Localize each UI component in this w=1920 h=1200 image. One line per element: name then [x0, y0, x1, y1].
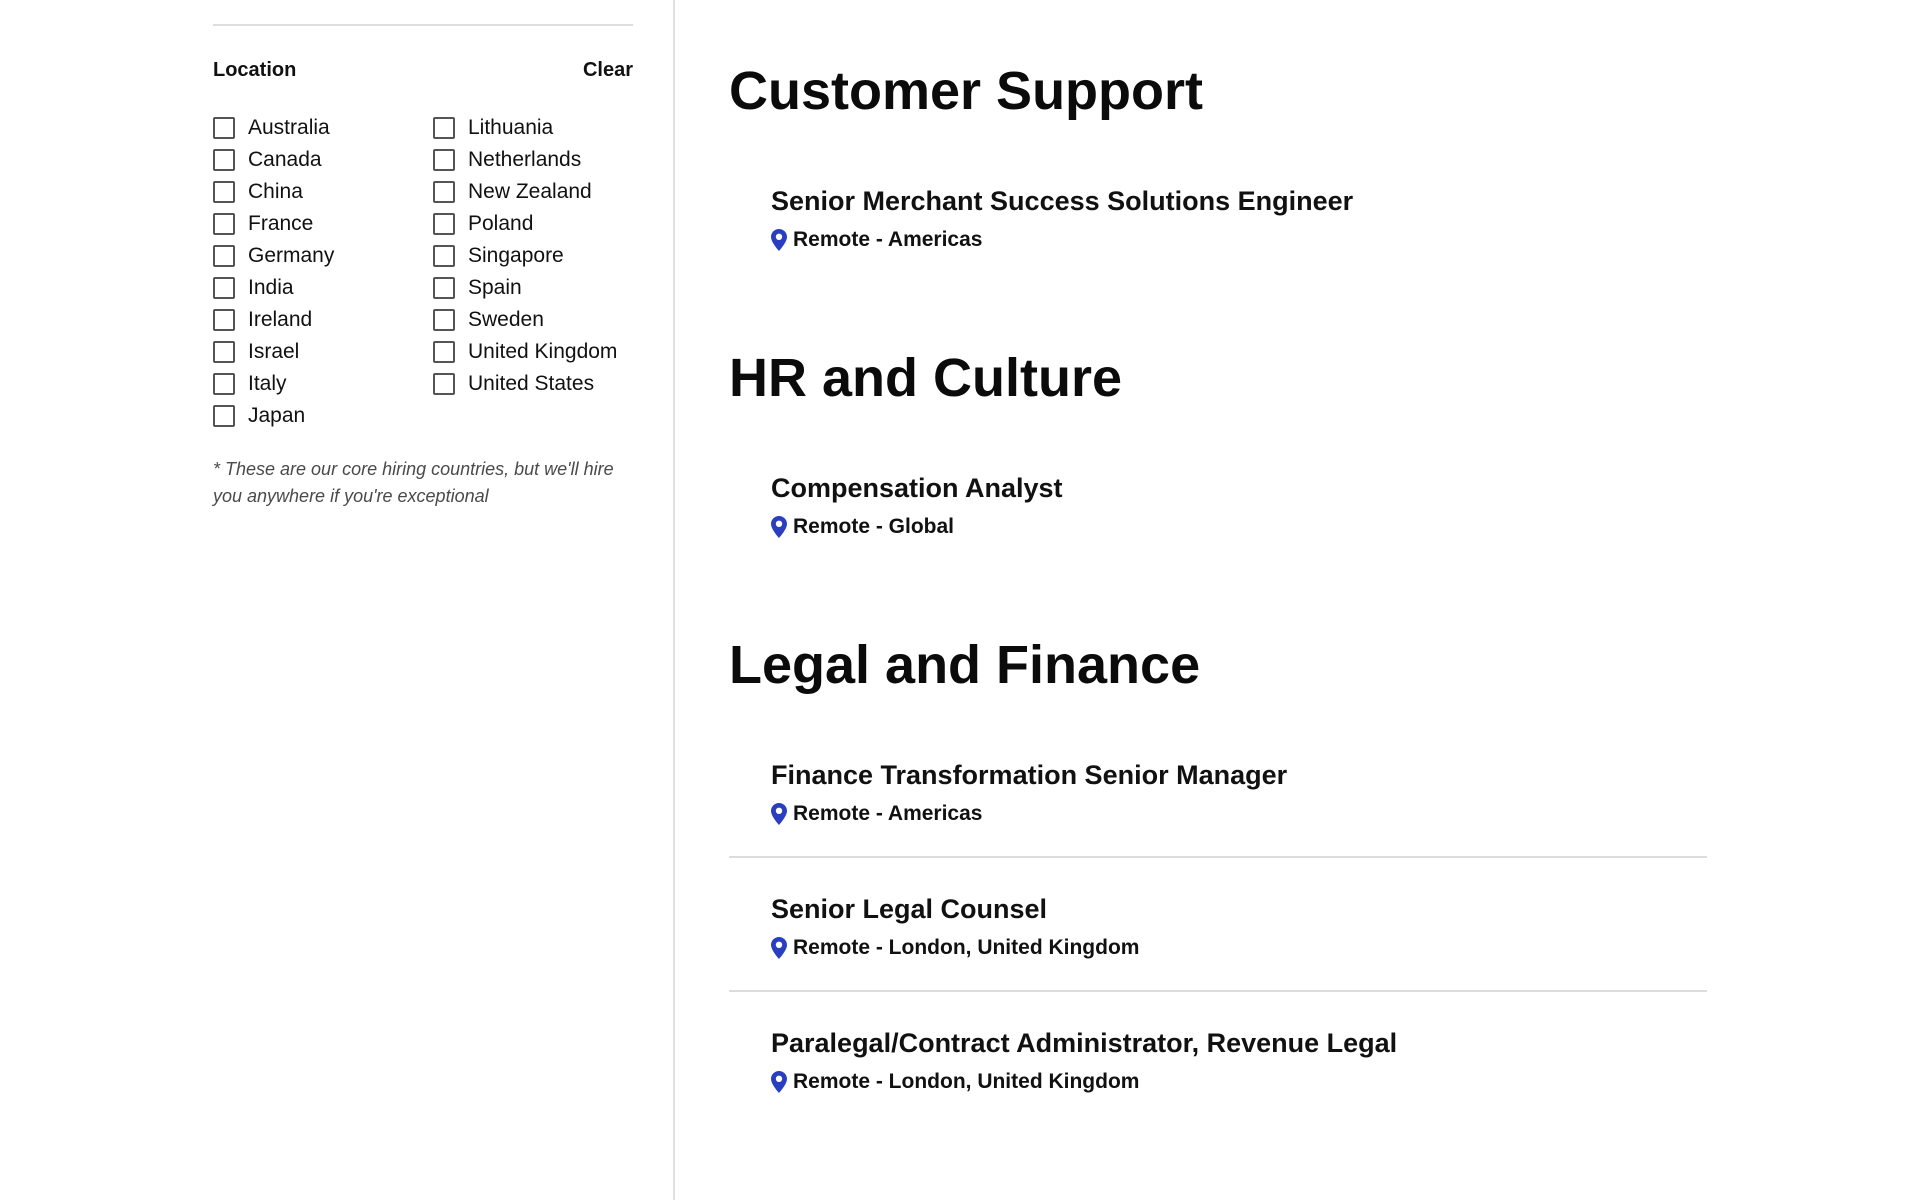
job-title-link[interactable]: Compensation Analyst — [771, 473, 1063, 503]
job-location — [771, 936, 1707, 960]
location-filter-title: Location — [213, 58, 297, 81]
location-option-label: Lithuania — [468, 116, 554, 139]
location-filter-header — [213, 58, 633, 82]
location-option-label: Israel — [248, 340, 300, 363]
location-checkbox[interactable] — [433, 181, 455, 203]
location-option[interactable] — [213, 240, 433, 272]
location-checkbox[interactable] — [213, 309, 235, 331]
job-title-link[interactable]: Paralegal/Contract Administrator, Revenue Legal — [771, 1028, 1398, 1058]
job-listing[interactable] — [729, 471, 1707, 539]
location-option-label: New Zealand — [468, 180, 592, 203]
job-title-link[interactable]: Senior Legal Counsel — [771, 894, 1048, 924]
location-checkbox[interactable] — [213, 245, 235, 267]
location-options-right-column — [433, 112, 617, 432]
category-title: Customer Support — [729, 61, 1204, 121]
location-option-label: Germany — [248, 244, 335, 267]
location-option[interactable] — [213, 208, 433, 240]
job-listing[interactable] — [729, 1026, 1707, 1094]
location-option[interactable] — [433, 208, 617, 240]
location-checkbox[interactable] — [213, 405, 235, 427]
location-option-label: United Kingdom — [468, 340, 618, 363]
map-pin-icon — [771, 937, 787, 959]
location-option-label: Singapore — [468, 244, 564, 267]
location-option-label: Italy — [248, 372, 287, 395]
job-location — [771, 802, 1707, 826]
location-option[interactable] — [213, 304, 433, 336]
location-option-label: Canada — [248, 148, 322, 171]
job-title-link[interactable]: Senior Merchant Success Solutions Engineer — [771, 186, 1354, 216]
location-option[interactable] — [213, 368, 433, 400]
location-checkbox[interactable] — [433, 373, 455, 395]
sidebar-top-divider — [213, 24, 633, 26]
filters-sidebar — [213, 0, 633, 510]
map-pin-icon — [771, 1071, 787, 1093]
location-option[interactable] — [433, 176, 617, 208]
hiring-note: * These are our core hiring countries, but we'll hire you anywhere if you're exceptional — [213, 459, 614, 506]
category-title: Legal and Finance — [729, 635, 1201, 695]
location-checkbox[interactable] — [213, 181, 235, 203]
location-checkbox[interactable] — [213, 149, 235, 171]
location-option[interactable] — [433, 272, 617, 304]
location-checkbox[interactable] — [213, 117, 235, 139]
job-divider — [729, 990, 1707, 992]
location-option-label: France — [248, 212, 314, 235]
location-option[interactable] — [213, 272, 433, 304]
job-listing[interactable] — [729, 184, 1707, 252]
location-option[interactable] — [213, 176, 433, 208]
location-option-label: United States — [468, 372, 595, 395]
location-option-label: Spain — [468, 276, 522, 299]
location-option[interactable] — [213, 336, 433, 368]
location-option-label: Sweden — [468, 308, 544, 331]
location-checkbox[interactable] — [433, 341, 455, 363]
clear-location-button[interactable]: Clear — [582, 58, 633, 81]
location-options-left-column — [213, 112, 433, 432]
location-option[interactable] — [213, 144, 433, 176]
location-checkbox[interactable] — [433, 309, 455, 331]
location-option[interactable] — [433, 240, 617, 272]
location-checkbox[interactable] — [433, 245, 455, 267]
job-title-link[interactable]: Finance Transformation Senior Manager — [771, 760, 1288, 790]
map-pin-icon — [771, 516, 787, 538]
location-checkbox[interactable] — [433, 277, 455, 299]
job-listing[interactable] — [729, 892, 1707, 960]
job-divider — [729, 856, 1707, 858]
category-title: HR and Culture — [729, 348, 1123, 408]
job-category-section — [729, 634, 1707, 1094]
job-location — [771, 1070, 1707, 1094]
job-location-text: Remote - London, United Kingdom — [793, 936, 1140, 959]
job-location — [771, 515, 1707, 539]
job-location-text: Remote - Americas — [793, 228, 983, 251]
location-options — [213, 112, 633, 432]
location-option[interactable] — [213, 400, 433, 432]
location-checkbox[interactable] — [433, 117, 455, 139]
location-option-label: Netherlands — [468, 148, 582, 171]
location-checkbox[interactable] — [213, 341, 235, 363]
location-checkbox[interactable] — [213, 277, 235, 299]
location-option-label: India — [248, 276, 294, 299]
location-option-label: Ireland — [248, 308, 313, 331]
location-checkbox[interactable] — [433, 213, 455, 235]
location-option[interactable] — [433, 368, 617, 400]
location-option[interactable] — [433, 144, 617, 176]
map-pin-icon — [771, 229, 787, 251]
job-category-section — [729, 60, 1707, 252]
location-checkbox[interactable] — [213, 213, 235, 235]
location-checkbox[interactable] — [433, 149, 455, 171]
location-option-label: Japan — [248, 404, 306, 427]
job-location-text: Remote - London, United Kingdom — [793, 1070, 1140, 1093]
location-option[interactable] — [433, 304, 617, 336]
location-option[interactable] — [433, 336, 617, 368]
map-pin-icon — [771, 803, 787, 825]
job-location — [771, 228, 1707, 252]
job-location-text: Remote - Americas — [793, 802, 983, 825]
job-location-text: Remote - Global — [793, 515, 955, 538]
location-option-label: Poland — [468, 212, 534, 235]
job-category-section — [729, 347, 1707, 539]
vertical-divider — [673, 0, 675, 1200]
location-option-label: China — [248, 180, 303, 203]
location-checkbox[interactable] — [213, 373, 235, 395]
location-option-label: Australia — [248, 116, 330, 139]
location-option[interactable] — [433, 112, 617, 144]
location-option[interactable] — [213, 112, 433, 144]
job-listing[interactable] — [729, 758, 1707, 826]
